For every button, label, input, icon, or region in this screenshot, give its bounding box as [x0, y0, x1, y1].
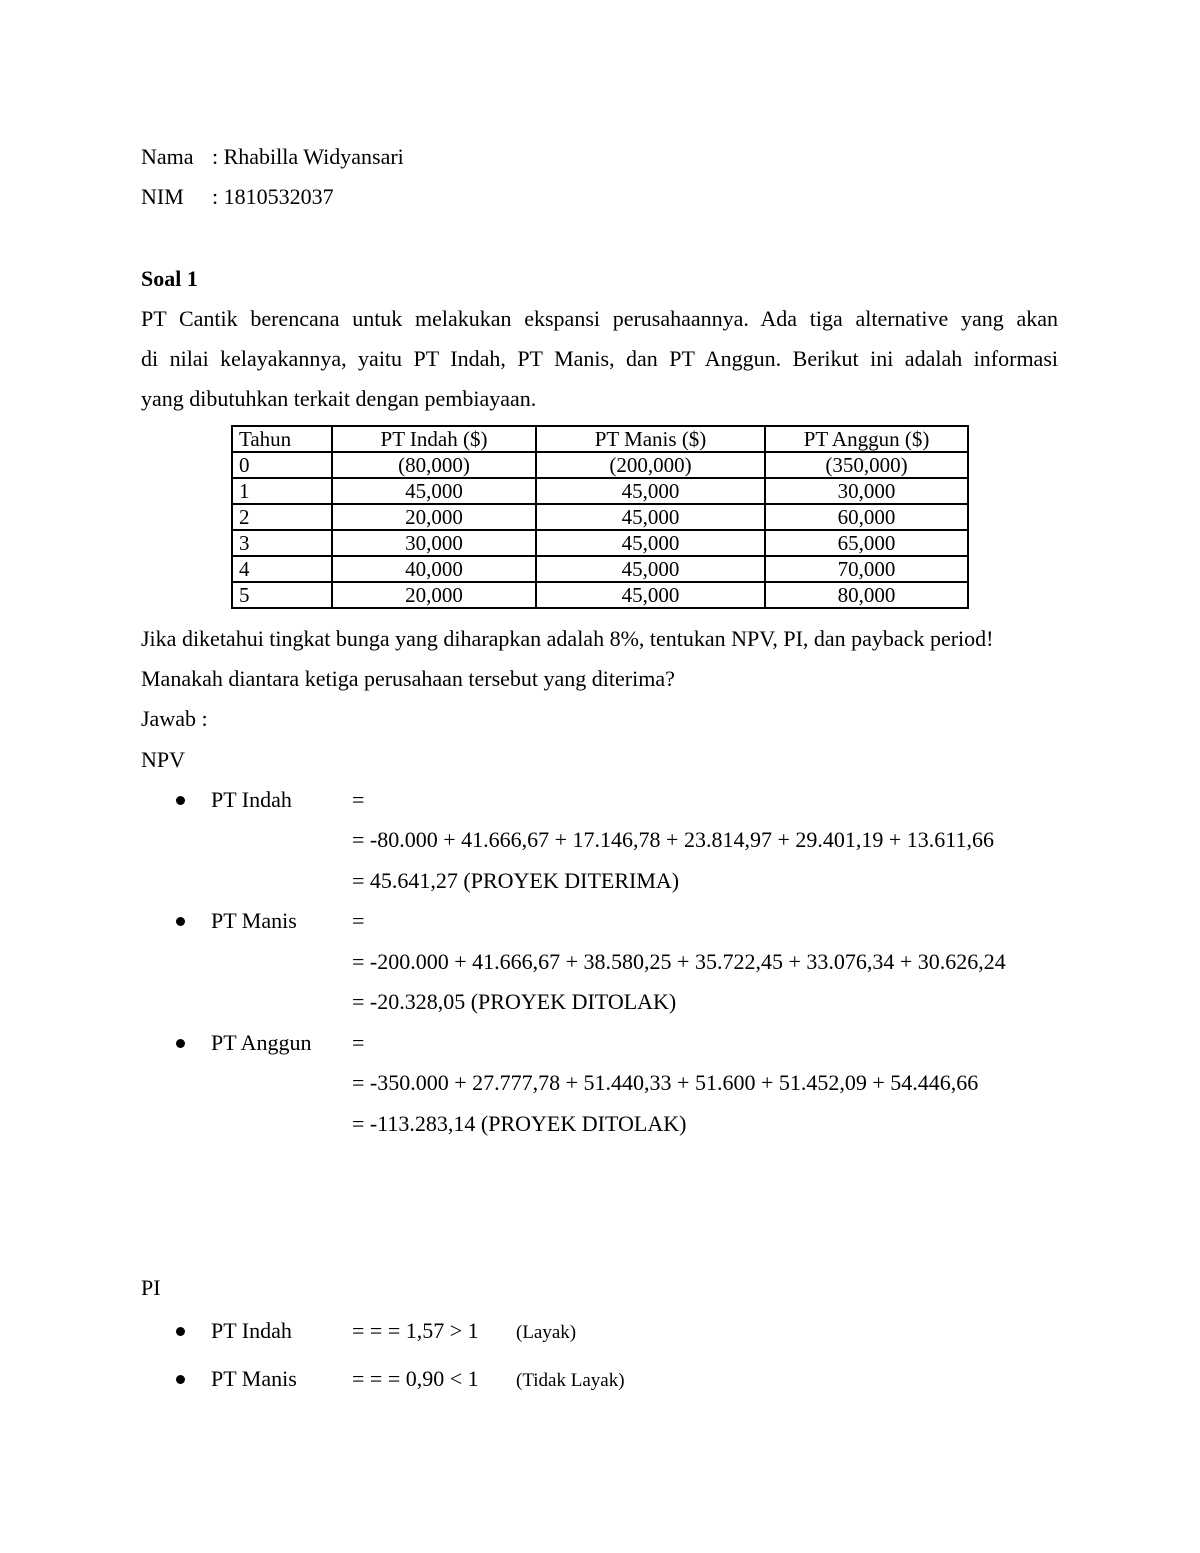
- question-line-2: Manakah diantara ketiga perusahaan tersebut yang diterima?: [141, 666, 675, 691]
- cashflow-table: [231, 425, 969, 609]
- nim-label: NIM: [141, 184, 184, 209]
- table-cell: 60,000: [765, 504, 968, 530]
- table-cell: 2: [232, 504, 332, 530]
- table-cell: 65,000: [765, 530, 968, 556]
- npv-eq-anggun: =: [352, 1030, 365, 1055]
- pi-title: PI: [141, 1275, 161, 1300]
- soal-line-2: di nilai kelayakannya, yaitu PT Indah, PT Manis, dan PT Anggun. Berikut ini adalah informasi: [141, 346, 1058, 371]
- table-cell: 1: [232, 478, 332, 504]
- pi-eqs-manis: = = = 0,90 < 1: [352, 1366, 479, 1391]
- table-row: [232, 582, 968, 608]
- npv-eq-indah: =: [352, 787, 365, 812]
- jawab-label: Jawab :: [141, 706, 208, 731]
- bullet-icon: [176, 1327, 185, 1336]
- pi-verdict-indah: (Layak): [516, 1322, 577, 1343]
- table-row: [232, 530, 968, 556]
- nama-label: Nama: [141, 144, 194, 169]
- table-cell: 45,000: [536, 530, 765, 556]
- table-cell: 45,000: [536, 504, 765, 530]
- soal-line-1: PT Cantik berencana untuk melakukan ekspansi perusahaannya. Ada tiga alternative yang akan: [141, 306, 1058, 331]
- table-cell: 5: [232, 582, 332, 608]
- table-row: [232, 504, 968, 530]
- bullet-icon: [176, 917, 185, 926]
- pi-company-manis: PT Manis: [211, 1366, 297, 1391]
- table-cell: (350,000): [765, 452, 968, 478]
- table-header-row: [232, 426, 968, 452]
- npv-result-manis: = -20.328,05 (PROYEK DITOLAK): [352, 989, 677, 1014]
- table-cell: 80,000: [765, 582, 968, 608]
- nim-value: : 1810532037: [212, 184, 334, 209]
- table-cell: 30,000: [332, 530, 536, 556]
- pi-eqs-indah: = = = 1,57 > 1: [352, 1318, 479, 1343]
- table-cell: 45,000: [536, 556, 765, 582]
- table-cell: 70,000: [765, 556, 968, 582]
- npv-title: NPV: [141, 747, 186, 772]
- bullet-icon: [176, 1039, 185, 1048]
- soal-line-3: yang dibutuhkan terkait dengan pembiayaan.: [141, 386, 537, 411]
- npv-calc-manis: = -200.000 + 41.666,67 + 38.580,25 + 35.722,45 + 33.076,34 + 30.626,24: [352, 949, 1006, 974]
- header-cell-tahun: Tahun: [232, 426, 332, 452]
- npv-calc-anggun: = -350.000 + 27.777,78 + 51.440,33 + 51.600 + 51.452,09 + 54.446,66: [352, 1070, 979, 1095]
- table-cell: (80,000): [332, 452, 536, 478]
- table-cell: 0: [232, 452, 332, 478]
- table-row: [232, 556, 968, 582]
- table-cell: 45,000: [332, 478, 536, 504]
- header-cell-pt-manis: PT Manis ($): [536, 426, 765, 452]
- header-cell-pt-indah: PT Indah ($): [332, 426, 536, 452]
- table-cell: 20,000: [332, 504, 536, 530]
- bullet-icon: [176, 796, 185, 805]
- pi-verdict-manis: (Tidak Layak): [516, 1370, 625, 1391]
- npv-calc-indah: = -80.000 + 41.666,67 + 17.146,78 + 23.814,97 + 29.401,19 + 13.611,66: [352, 827, 994, 852]
- soal-title: Soal 1: [141, 266, 198, 291]
- npv-company-manis: PT Manis: [211, 908, 297, 933]
- table-cell: 40,000: [332, 556, 536, 582]
- npv-company-anggun: PT Anggun: [211, 1030, 312, 1055]
- table-cell: 3: [232, 530, 332, 556]
- table-cell: 30,000: [765, 478, 968, 504]
- npv-company-indah: PT Indah: [211, 787, 292, 812]
- table-row: [232, 452, 968, 478]
- table-row: [232, 478, 968, 504]
- npv-result-indah: = 45.641,27 (PROYEK DITERIMA): [352, 868, 680, 893]
- pi-company-indah: PT Indah: [211, 1318, 292, 1343]
- table-cell: 45,000: [536, 478, 765, 504]
- question-line-1: Jika diketahui tingkat bunga yang diharapkan adalah 8%, tentukan NPV, PI, dan payback period!: [141, 626, 994, 651]
- npv-result-anggun: = -113.283,14 (PROYEK DITOLAK): [352, 1111, 687, 1136]
- table-cell: 20,000: [332, 582, 536, 608]
- table-cell: 4: [232, 556, 332, 582]
- npv-eq-manis: =: [352, 908, 365, 933]
- table-cell: 45,000: [536, 582, 765, 608]
- table-cell: (200,000): [536, 452, 765, 478]
- nama-value: : Rhabilla Widyansari: [212, 144, 404, 169]
- bullet-icon: [176, 1375, 185, 1384]
- header-cell-pt-anggun: PT Anggun ($): [765, 426, 968, 452]
